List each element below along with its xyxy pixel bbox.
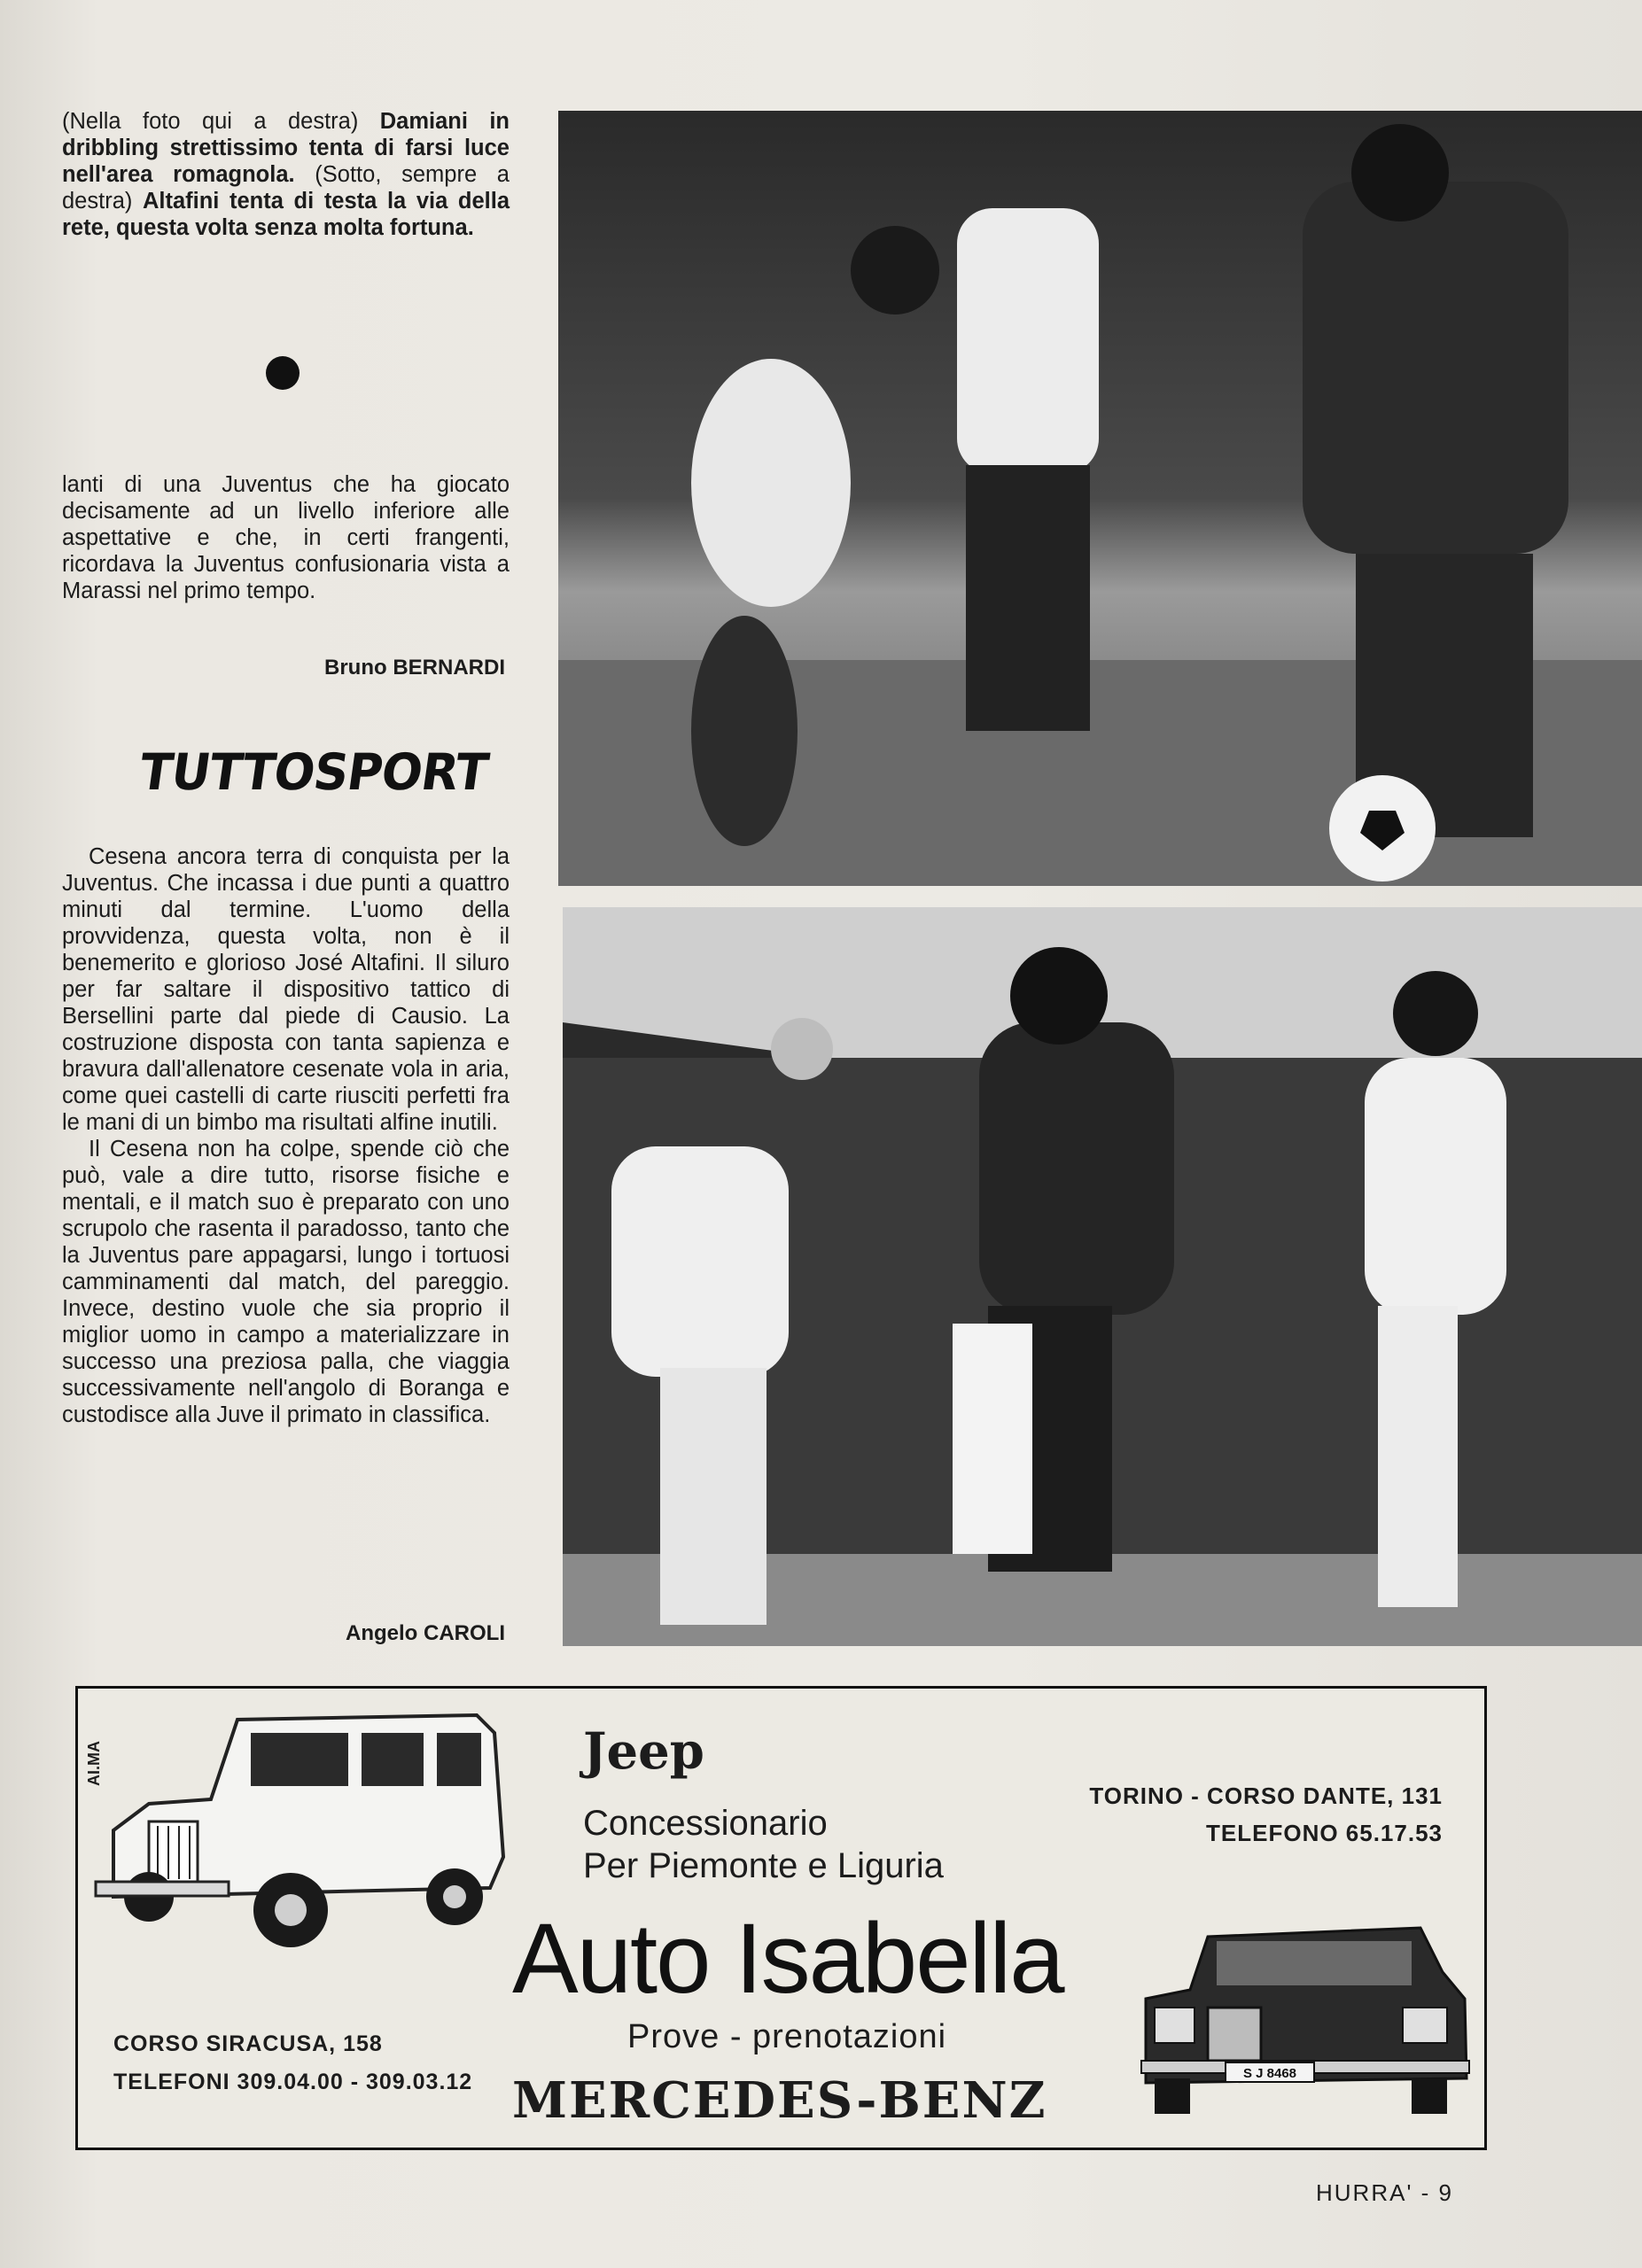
concessionario-text: [583, 1802, 944, 1887]
concessionario-line-2: Per Piemonte e Liguria: [583, 1846, 944, 1885]
article-2-author: Angelo CAROLI: [346, 1621, 505, 1645]
auto-isabella-advertisement: [75, 1686, 1487, 2150]
page-footer: HURRA' - 9: [1316, 2179, 1453, 2206]
license-plate: S J 8468: [1242, 2066, 1297, 2081]
mercedes-car-illustration: [1137, 1910, 1474, 2132]
jeep-brand: Jeep: [583, 1722, 704, 1781]
tuttosport-logo: TUTTOSPORT: [136, 742, 492, 802]
torino-contact: [1057, 1777, 1443, 1852]
torino-address: TORINO - CORSO DANTE, 131: [1089, 1783, 1443, 1809]
siracusa-address: CORSO SIRACUSA, 158: [113, 2031, 383, 2056]
photo-dribbling: [558, 111, 1642, 886]
prove-prenotazioni: Prove - prenotazioni: [627, 2018, 947, 2055]
article-1-author: Bruno BERNARDI: [324, 656, 505, 680]
siracusa-contact: [113, 2025, 472, 2101]
mercedes-benz-brand: MERCEDES-BENZ: [512, 2071, 1047, 2130]
siracusa-phones: TELEFONI 309.04.00 - 309.03.12: [113, 2070, 473, 2094]
jeep-car-illustration: [87, 1697, 512, 1963]
caption-mid: (Sotto, sempre a destra): [62, 162, 510, 214]
ad-code: AI.MA: [85, 1741, 103, 1786]
article-2-paragraph-2: Il Cesena non ha colpe, spende ciò che può, vale a dire tutto, risorse fisiche e mentali, e il match suo è preparato con uno scrupolo che rasenta il paradosso, tanto che la Juventus pare appagarsi, lungo i tortuosi camminamenti dal match, del pareggio. Invece, destino vuole che sia proprio il miglior uomo in campo a materializzare in successo una preziosa palla, che viaggia successivamente nell'angolo di Boranga e custodisce alla Juve il primato in classifica.: [62, 1137, 510, 1427]
torino-phone: TELEFONO 65.17.53: [1206, 1820, 1443, 1846]
photo-caption: [62, 108, 510, 241]
article-1-text: lanti di una Juventus che ha giocato decisamente ad un livello inferiore alle aspettative e che, in certi frangenti, ricordava la Juventus confusionaria vista a Marassi nel primo tempo.: [62, 472, 510, 603]
auto-isabella-title: Auto Isabella: [512, 1903, 1063, 2014]
article-2-paragraph-1: Cesena ancora terra di conquista per la Juventus. Che incassa i due punti a quattro minuti dal termine. L'uomo della provvidenza, questa volta, non è il benemerito e glorioso José Altafini. Il siluro per far saltare il dispositivo tattico di Bersellini parte dal piede di Causio. La costruzione disposta con tanta sapienza e bravura dall'allenatore cesenate vola in aria, come quei castelli di carte riusciti perfetti fra le mani di un bimbo ma risultati alfine inutili.: [62, 844, 510, 1135]
photo-header: [563, 907, 1642, 1646]
article-2-text: [62, 843, 510, 1428]
caption-intro: (Nella foto qui a destra): [62, 109, 380, 134]
caption-bold-1: Damiani in dribbling strettissimo tenta di farsi luce nell'area romagnola.: [62, 109, 510, 187]
caption-bold-2: Altafini tenta di testa la via della rete, questa volta senza molta fortuna.: [62, 189, 510, 240]
bullet-separator: [266, 356, 300, 390]
concessionario-line-1: Concessionario: [583, 1804, 828, 1843]
